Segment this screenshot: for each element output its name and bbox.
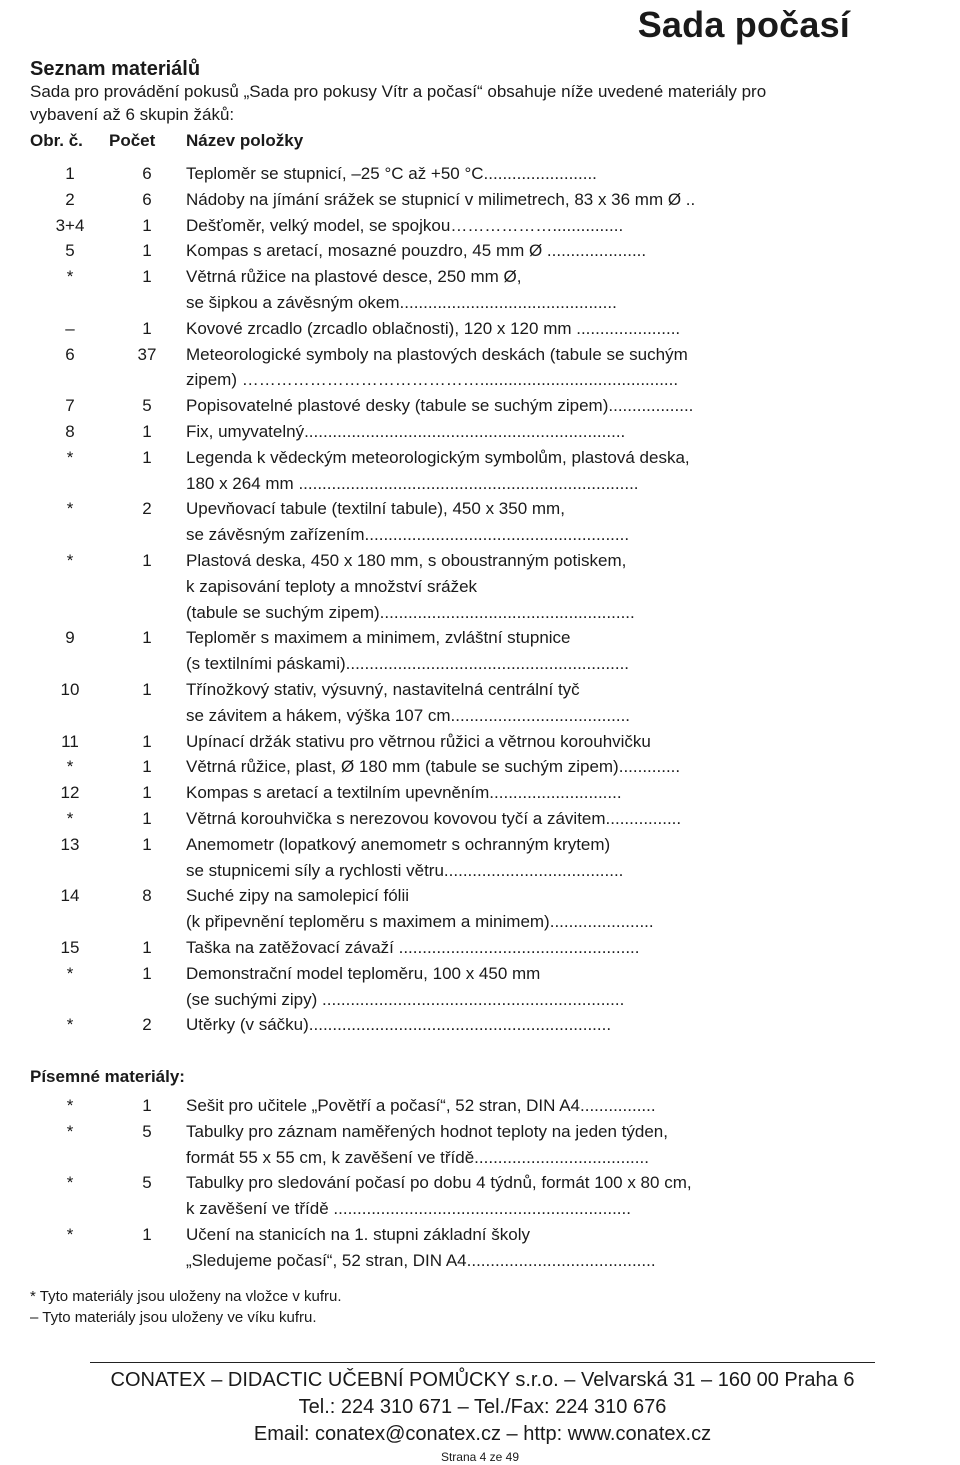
item-name: se závitem a hákem, výška 107 cm......................................: [186, 705, 631, 725]
list-item: [0, 161, 960, 187]
item-number: 13: [60, 834, 80, 854]
list-item: [0, 213, 960, 239]
item-name: se stupnicemi síly a rychlosti větru......................................: [186, 860, 624, 880]
item-number: *: [66, 1173, 74, 1193]
item-name: se šipkou a závěsným okem..............................................: [186, 293, 617, 312]
item-count: 2: [142, 499, 152, 519]
item-name: Teploměr s maximem a minimem, zvláštní stupnice: [186, 628, 571, 648]
item-name: Popisovatelné plastové desky (tabule se suchým zipem)..................: [186, 396, 694, 416]
item-name: se závěsným zařízením........................................................: [186, 525, 630, 545]
list-item: [0, 471, 960, 497]
item-name: (tabule se suchým zipem)......................................................: [186, 602, 635, 622]
item-name: (k připevnění teploměru s maximem a minimem)......................: [186, 912, 654, 932]
item-count: 1: [142, 422, 152, 441]
item-number: 12: [60, 783, 80, 803]
item-count: 1: [142, 938, 152, 957]
list-item: [0, 961, 960, 987]
item-name: k zapisování teploty a množství srážek: [186, 576, 478, 596]
item-name: Větrná růžice na plastové desce, 250 mm Ø,: [186, 267, 522, 287]
item-number: *: [66, 499, 74, 519]
list-item: [0, 883, 960, 909]
list-item: [0, 393, 960, 419]
item-name: Dešťoměr, velký model, se spojkou………………...............: [186, 215, 624, 235]
item-count: 1: [142, 1225, 152, 1244]
item-name: Teploměr se stupnicí, –25 °C až +50 °C........................: [186, 164, 597, 183]
item-name: Tabulky pro záznam naměřených hodnot teploty na jeden týden,: [186, 1121, 668, 1141]
list-item: [0, 522, 960, 548]
column-header-count: Počet: [109, 131, 156, 150]
item-count: 1: [142, 731, 152, 751]
item-number: 2: [65, 189, 75, 209]
list-item: [0, 832, 960, 858]
list-item: [0, 187, 960, 213]
item-count: 6: [142, 164, 152, 183]
intro-paragraph: Sada pro provádění pokusů „Sada pro pokusy Vítr a počasí“ obsahuje níže uvedené materiály pro vybavení až 6 skupin žáků:: [30, 82, 767, 124]
item-name: Upínací držák stativu pro větrnou růžici a větrnou korouhvičku: [186, 731, 651, 751]
item-number: 7: [65, 396, 75, 416]
item-number: *: [66, 447, 74, 467]
item-name: zipem) ……………………………………..........................................: [186, 370, 679, 390]
item-count: 1: [142, 757, 152, 777]
item-count: 1: [142, 447, 152, 467]
item-name: Sešit pro učitele „Povětří a počasí“, 52 stran, DIN A4................: [186, 1096, 656, 1115]
item-count: 1: [142, 834, 152, 854]
item-count: 1: [142, 783, 152, 803]
list-item: [0, 1145, 960, 1171]
item-count: 1: [142, 318, 152, 338]
item-count: 1: [142, 215, 152, 235]
item-name: formát 55 x 55 cm, k zavěšení ve třídě.....................................: [186, 1147, 649, 1167]
footer-company: CONATEX – DIDACTIC UČEBNÍ POMŮCKY s.r.o. – Velvarská 31 – 160 00 Praha 6: [110, 1369, 855, 1391]
item-name: Upevňovací tabule (textilní tabule), 450 x 350 mm,: [186, 499, 565, 519]
item-name: Větrná růžice, plast, Ø 180 mm (tabule se suchým zipem).............: [186, 757, 681, 777]
item-name: Plastová deska, 450 x 180 mm, s oboustranným potiskem,: [186, 551, 627, 570]
list-item: [0, 858, 960, 884]
item-count: 37: [137, 344, 157, 364]
item-count: 1: [142, 241, 152, 261]
list-item: [0, 935, 960, 961]
item-name: Třínožkový stativ, výsuvný, nastavitelná centrální tyč: [186, 680, 580, 699]
list-item: [0, 1012, 960, 1038]
column-header-name: Název položky: [186, 131, 304, 150]
item-name: Demonstrační model teploměru, 100 x 450 mm: [186, 963, 541, 983]
list-item: [0, 703, 960, 729]
item-name: Tabulky pro sledování počasí po dobu 4 týdnů, formát 100 x 80 cm,: [186, 1173, 692, 1193]
item-count: 1: [142, 963, 152, 983]
footer-contact: Email: conatex@conatex.cz – http: www.conatex.cz: [253, 1423, 712, 1445]
list-item: [0, 316, 960, 342]
list-item: [0, 677, 960, 703]
page-number: Strana 4 ze 49: [440, 1450, 520, 1464]
list-item: [0, 1170, 960, 1196]
list-item: [0, 909, 960, 935]
item-name: „Sledujeme počasí“, 52 stran, DIN A4........................................: [186, 1250, 656, 1270]
list-item: [0, 600, 960, 626]
item-count: 1: [142, 628, 152, 648]
item-name: Učení na stanicích na 1. stupni základní školy: [186, 1225, 530, 1244]
note-lid: – Tyto materiály jsou uloženy ve víku kufru.: [30, 1309, 317, 1326]
item-name: Kompas s aretací a textilním upevněním............................: [186, 783, 622, 803]
item-number: *: [66, 809, 74, 828]
list-item: [0, 419, 960, 445]
list-item: [0, 238, 960, 264]
item-count: 1: [142, 680, 152, 699]
list-item: [0, 1222, 960, 1248]
page-header-title: Sada počasí: [637, 4, 850, 45]
item-number: 8: [65, 422, 75, 441]
list-item: [0, 264, 960, 290]
item-name: (se suchými zipy) ................................................................: [186, 989, 625, 1009]
list-item: [0, 987, 960, 1013]
item-number: 3+4: [55, 215, 85, 235]
item-number: 9: [65, 628, 75, 648]
item-count: 1: [142, 1096, 152, 1115]
item-name: Nádoby na jímání srážek se stupnicí v milimetrech, 83 x 36 mm Ø ..: [186, 189, 696, 209]
item-number: 5: [65, 241, 75, 261]
item-number: 14: [60, 886, 80, 906]
list-item: [0, 754, 960, 780]
list-item: [0, 342, 960, 368]
item-number: *: [66, 757, 74, 777]
list-item: [0, 806, 960, 832]
item-count: 1: [142, 267, 152, 287]
item-number: *: [66, 551, 74, 570]
footer-rule: [90, 1362, 875, 1363]
item-name: Meteorologické symboly na plastových deskách (tabule se suchým: [186, 344, 688, 364]
item-number: 1: [65, 164, 75, 183]
item-name: Anemometr (lopatkový anemometr s ochranným krytem): [186, 834, 611, 854]
item-number: *: [66, 1121, 74, 1141]
item-name: Fix, umyvatelný....................................................................: [186, 422, 626, 441]
item-number: *: [66, 1225, 74, 1244]
item-number: 15: [60, 938, 80, 957]
list-item: [0, 548, 960, 574]
item-number: *: [66, 1096, 74, 1115]
list-item: [0, 367, 960, 393]
item-number: *: [66, 963, 74, 983]
footer-phone: Tel.: 224 310 671 – Tel./Fax: 224 310 676: [298, 1396, 667, 1418]
item-count: 5: [142, 1173, 152, 1193]
item-number: 10: [60, 680, 80, 699]
item-count: 8: [142, 886, 152, 906]
list-item: [0, 625, 960, 651]
list-item: [0, 780, 960, 806]
list-item: [0, 1119, 960, 1145]
item-count: 1: [142, 809, 152, 828]
section-title: Seznam materiálů: [30, 58, 201, 80]
list-item: [0, 729, 960, 755]
item-name: Legenda k vědeckým meteorologickým symbolům, plastová deska,: [186, 447, 690, 467]
item-number: 11: [61, 731, 79, 751]
item-count: 2: [142, 1015, 152, 1035]
item-number: *: [66, 267, 74, 287]
item-name: k zavěšení ve třídě ...............................................................: [186, 1199, 631, 1219]
list-item: [0, 496, 960, 522]
note-insert: * Tyto materiály jsou uloženy na vložce v kufru.: [30, 1288, 342, 1305]
item-name: Taška na zatěžovací závaží ...................................................: [186, 938, 640, 957]
list-item: [0, 651, 960, 677]
item-name: Kovové zrcadlo (zrcadlo oblačnosti), 120 x 120 mm ......................: [186, 318, 681, 338]
written-materials-title: Písemné materiály:: [30, 1067, 185, 1086]
item-number: *: [66, 1015, 74, 1035]
column-header-number: Obr. č.: [30, 131, 83, 150]
item-count: 6: [142, 189, 152, 209]
item-name: 180 x 264 mm ........................................................................: [186, 473, 639, 493]
list-item: [0, 1248, 960, 1274]
item-name: Kompas s aretací, mosazné pouzdro, 45 mm Ø .....................: [186, 241, 647, 261]
item-name: Suché zipy na samolepicí fólii: [186, 886, 410, 906]
list-item: [0, 1093, 960, 1119]
item-name: Větrná korouhvička s nerezovou kovovou tyčí a závitem................: [186, 809, 682, 828]
item-count: 1: [142, 551, 152, 570]
list-item: [0, 290, 960, 316]
list-item: [0, 574, 960, 600]
list-item: [0, 1196, 960, 1222]
list-item: [0, 445, 960, 471]
item-number: –: [65, 318, 75, 338]
item-number: 6: [65, 344, 75, 364]
item-count: 5: [142, 396, 152, 416]
item-count: 5: [142, 1121, 152, 1141]
item-name: Utěrky (v sáčku)................................................................: [186, 1015, 612, 1035]
item-name: (s textilními páskami)............................................................: [186, 654, 630, 674]
